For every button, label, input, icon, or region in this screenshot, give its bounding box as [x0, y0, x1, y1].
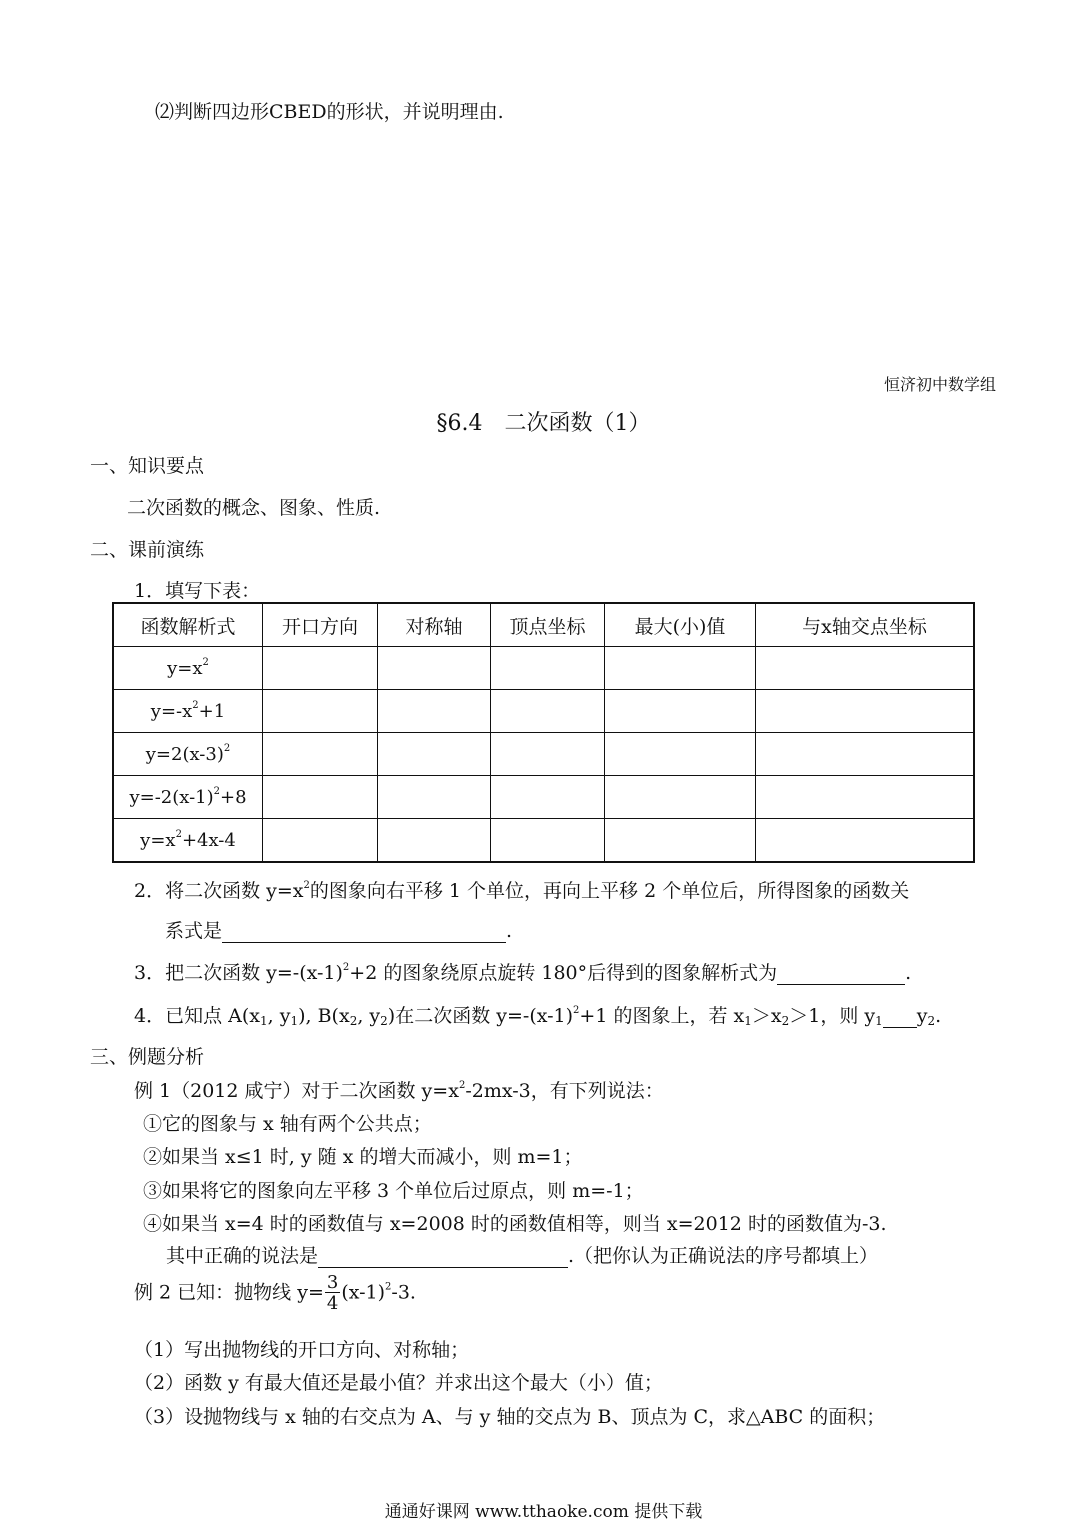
example-2-item: （3）设抛物线与 x 轴的右交点为 A、与 y 轴的交点为 B、顶点为 C，求△ABC 的面积；: [134, 1406, 886, 1428]
answer-blank[interactable]: [883, 1005, 917, 1028]
blank-cell[interactable]: [263, 647, 378, 690]
blank-cell[interactable]: [378, 690, 491, 733]
blank-cell[interactable]: [605, 647, 756, 690]
section2-heading: 二、课前演练: [90, 539, 205, 561]
blank-cell[interactable]: [756, 776, 975, 819]
section3-heading: 三、例题分析: [90, 1046, 205, 1068]
table-header-cell: 顶点坐标: [491, 603, 605, 647]
example-2-item: （2）函数 y 有最大值还是最小值？并求出这个最大（小）值；: [134, 1372, 663, 1394]
formula-cell: $y=-x^2+1$: [113, 690, 263, 733]
example-1-answer: 其中正确的说法是 .（把你认为正确说法的序号都填上）: [166, 1245, 879, 1267]
formula-cell: $y=x^2$: [113, 647, 263, 690]
table-header-cell: 对称轴: [378, 603, 491, 647]
question-2: 2．将二次函数 $y=x^2$的图象向右平移 1 个单位，再向上平移 2 个单位后，所得图象的函数关: [134, 880, 910, 902]
blank-cell[interactable]: [605, 690, 756, 733]
question-number: ⑵: [155, 101, 175, 123]
table-row: [113, 819, 974, 863]
blank-cell[interactable]: [378, 819, 491, 863]
blank-cell[interactable]: [756, 647, 975, 690]
table-header-row: [113, 603, 974, 647]
blank-cell[interactable]: [491, 776, 605, 819]
table-header-cell: 最大(小)值: [605, 603, 756, 647]
blank-cell[interactable]: [263, 733, 378, 776]
table-row: [113, 733, 974, 776]
blank-cell[interactable]: [756, 819, 975, 863]
formula-cell: $y=2(x-3)^2$: [113, 733, 263, 776]
answer-blank[interactable]: [777, 962, 905, 985]
question-1-label: 1．填写下表：: [134, 580, 261, 602]
formula-cell: $y=-2(x-1)^2+8$: [113, 776, 263, 819]
blank-cell[interactable]: [605, 819, 756, 863]
blank-cell[interactable]: [263, 690, 378, 733]
fill-in-table: [112, 602, 975, 863]
blank-cell[interactable]: [378, 776, 491, 819]
example-2-stem: 例 2 已知：抛物线 y= $\frac{3}{4}$ $(x-1)^2-3$.: [134, 1272, 416, 1314]
example-1-item: ③如果将它的图象向左平移 3 个单位后过原点，则 m=-1；: [143, 1180, 644, 1202]
answer-blank[interactable]: [318, 1245, 568, 1268]
blank-cell[interactable]: [263, 819, 378, 863]
blank-cell[interactable]: [756, 690, 975, 733]
fraction: $\frac{3}{4}$: [326, 1272, 339, 1314]
blank-cell[interactable]: [491, 819, 605, 863]
blank-cell[interactable]: [491, 690, 605, 733]
footer: 通通好课网 www.tthaoke.com 提供下载: [384, 1502, 703, 1522]
table-row: [113, 776, 974, 819]
table-header-cell: 函数解析式: [113, 603, 263, 647]
blank-cell[interactable]: [378, 733, 491, 776]
blank-cell[interactable]: [491, 733, 605, 776]
section1-content: 二次函数的概念、图象、性质.: [127, 497, 381, 519]
header-org: 恒济初中数学组: [884, 375, 997, 394]
table-row: [113, 647, 974, 690]
blank-cell[interactable]: [491, 647, 605, 690]
example-1-item: ①它的图象与 x 轴有两个公共点；: [143, 1113, 432, 1135]
formula-cell: $y=x^2+4x-4$: [113, 819, 263, 863]
example-1-item: ②如果当 x≤1 时, y 随 x 的增大而减小，则 m=1；: [143, 1146, 583, 1168]
table-header-cell: 与x轴交点坐标: [756, 603, 975, 647]
question-2-prev: [155, 97, 504, 124]
blank-cell[interactable]: [605, 733, 756, 776]
page-title: §6.4 二次函数（1）: [436, 411, 651, 436]
example-1-item: ④如果当 x=4 时的函数值与 x=2008 时的函数值相等，则当 x=2012 时的函数值为-3.: [143, 1213, 887, 1235]
example-2-item: （1）写出抛物线的开口方向、对称轴；: [134, 1339, 470, 1361]
question-2-answer-line: 系式是 .: [165, 920, 513, 942]
question-4: 4．已知点 $A(x_1$, $y_1$), $B(x_2$, $y_2$)在二次函数 $y=-(x-1)^2+1$ 的图象上，若 $x_1>x_2>1$，则 $y_1$ $y_2$.: [134, 1005, 942, 1028]
blank-cell[interactable]: [378, 647, 491, 690]
section1-heading: 一、知识要点: [90, 455, 205, 477]
question-3: 3．把二次函数 $y=-(x-1)^2+2$ 的图象绕原点旋转 180°后得到的图象解析式为 .: [134, 962, 912, 984]
answer-blank[interactable]: [222, 920, 506, 943]
table-row: [113, 690, 974, 733]
question-text: 判断四边形CBED的形状，并说明理由.: [174, 101, 504, 123]
table-header-cell: 开口方向: [263, 603, 378, 647]
blank-cell[interactable]: [756, 733, 975, 776]
example-1-stem: 例 1（2012 咸宁）对于二次函数 $y=x^2-2mx-3$，有下列说法：: [134, 1080, 664, 1102]
blank-cell[interactable]: [263, 776, 378, 819]
blank-cell[interactable]: [605, 776, 756, 819]
